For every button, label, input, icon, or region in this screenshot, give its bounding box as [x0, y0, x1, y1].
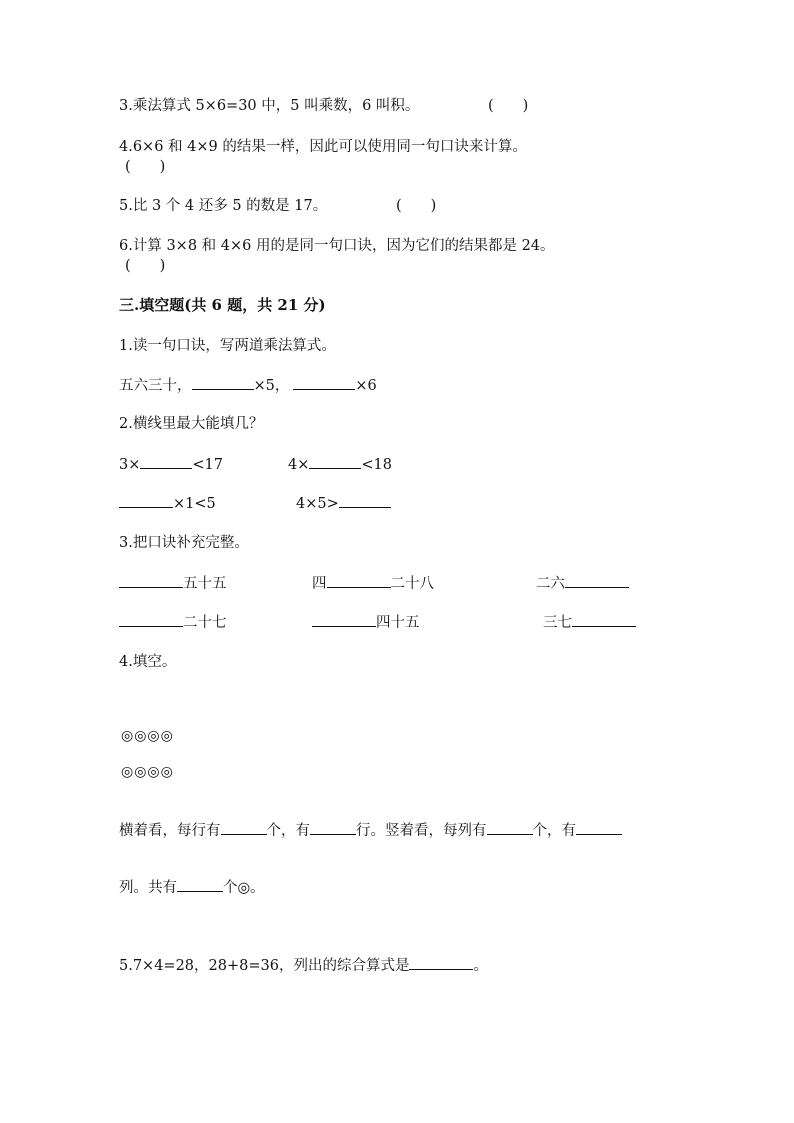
fill-q4-prompt: 4.填空。: [119, 654, 177, 670]
fill-q3-d: [119, 612, 227, 633]
fill-q3-f: [543, 612, 636, 633]
fill-q4-s1: 横着看，每行有: [119, 823, 221, 839]
answer-blank[interactable]: [487, 820, 533, 835]
fill-q2-r1a: [119, 454, 223, 475]
answer-blank[interactable]: [327, 573, 391, 588]
fill-q2-prompt: 2.横线里最大能填几？: [119, 416, 264, 432]
answer-blank[interactable]: [572, 612, 636, 627]
answer-blank[interactable]: [140, 454, 192, 469]
fill-q3-a-text: 五十五: [183, 576, 227, 592]
judge-q3-text: 3.乘法算式 5×6=30 中，5 叫乘数，6 叫积。: [119, 98, 420, 114]
fill-q1-line: [119, 375, 377, 396]
circle-row-1: ◎◎◎◎: [121, 728, 174, 744]
fill-q2-r2b: [296, 493, 391, 514]
fill-q5-line: [119, 955, 488, 976]
answer-blank[interactable]: [119, 493, 173, 508]
fill-q4-s4: 个，有: [532, 823, 576, 839]
fill-q4-s3: 行。竖着看，每列有: [356, 823, 487, 839]
answer-blank[interactable]: [119, 573, 183, 588]
fill-q5-text: 5.7×4=28，28+8=36，列出的综合算式是: [119, 958, 410, 974]
fill-q4-s5: 列。共有: [119, 880, 177, 896]
fill-q3-c-text: 二六: [536, 576, 565, 592]
fill-q4-line2: [119, 877, 265, 898]
judge-q3-paren[interactable]: ( ): [488, 98, 529, 114]
judge-q4-text: 4.6×6 和 4×9 的结果一样，因此可以使用同一句口诀来计算。: [119, 139, 527, 155]
fill-q3-d-text: 二十七: [183, 615, 227, 631]
fill-q2-r1b: [288, 454, 392, 475]
answer-blank[interactable]: [221, 820, 267, 835]
judge-q5-text: 5.比 3 个 4 还多 5 的数是 17。: [119, 198, 328, 214]
answer-blank[interactable]: [293, 375, 355, 390]
fill-q3-f-text: 三七: [543, 615, 572, 631]
fill-q2-r1b-post: <18: [361, 457, 392, 473]
fill-q2-r1b-pre: 4×: [288, 457, 310, 473]
answer-blank[interactable]: [312, 612, 376, 627]
fill-q1-c: ×6: [355, 378, 377, 394]
answer-blank[interactable]: [192, 375, 254, 390]
fill-q2-r1a-post: <17: [192, 457, 223, 473]
fill-q1-b: ×5，: [253, 378, 290, 394]
fill-q3-e-text: 四十五: [376, 615, 420, 631]
fill-q5-end: 。: [473, 958, 488, 974]
answer-blank[interactable]: [310, 820, 356, 835]
fill-q2-r2a: [119, 493, 216, 514]
fill-q4-s6: 个◎。: [223, 880, 265, 896]
fill-q2-r1a-pre: 3×: [119, 457, 141, 473]
fill-q4-s2: 个，有: [266, 823, 310, 839]
answer-blank[interactable]: [177, 877, 223, 892]
judge-q6-paren[interactable]: ( ): [125, 258, 166, 274]
answer-blank[interactable]: [409, 955, 473, 970]
fill-q2-r2a-post: ×1<5: [173, 496, 216, 512]
section-title: 三.填空题(共 6 题，共 21 分): [119, 296, 326, 314]
answer-blank[interactable]: [309, 454, 361, 469]
answer-blank[interactable]: [119, 612, 183, 627]
answer-blank[interactable]: [576, 820, 622, 835]
fill-q1-a: 五六三十，: [119, 378, 192, 394]
fill-q2-r2b-pre: 4×5>: [296, 496, 339, 512]
fill-q1-prompt: 1.读一句口诀，写两道乘法算式。: [119, 338, 336, 354]
fill-q3-b-pre: 四: [312, 576, 327, 592]
answer-blank[interactable]: [339, 493, 391, 508]
circle-row-2: ◎◎◎◎: [121, 764, 174, 780]
judge-q4-paren[interactable]: ( ): [125, 159, 166, 175]
fill-q3-prompt: 3.把口诀补充完整。: [119, 535, 249, 551]
judge-q6-text: 6.计算 3×8 和 4×6 用的是同一句口诀，因为它们的结果都是 24。: [119, 238, 555, 254]
fill-q4-line1: [119, 820, 622, 841]
fill-q3-b: [312, 573, 434, 594]
fill-q3-b-post: 二十八: [390, 576, 434, 592]
fill-q3-e: [312, 612, 420, 633]
judge-q5-paren[interactable]: ( ): [396, 198, 437, 214]
answer-blank[interactable]: [565, 573, 629, 588]
fill-q3-a: [119, 573, 227, 594]
fill-q3-c: [536, 573, 629, 594]
